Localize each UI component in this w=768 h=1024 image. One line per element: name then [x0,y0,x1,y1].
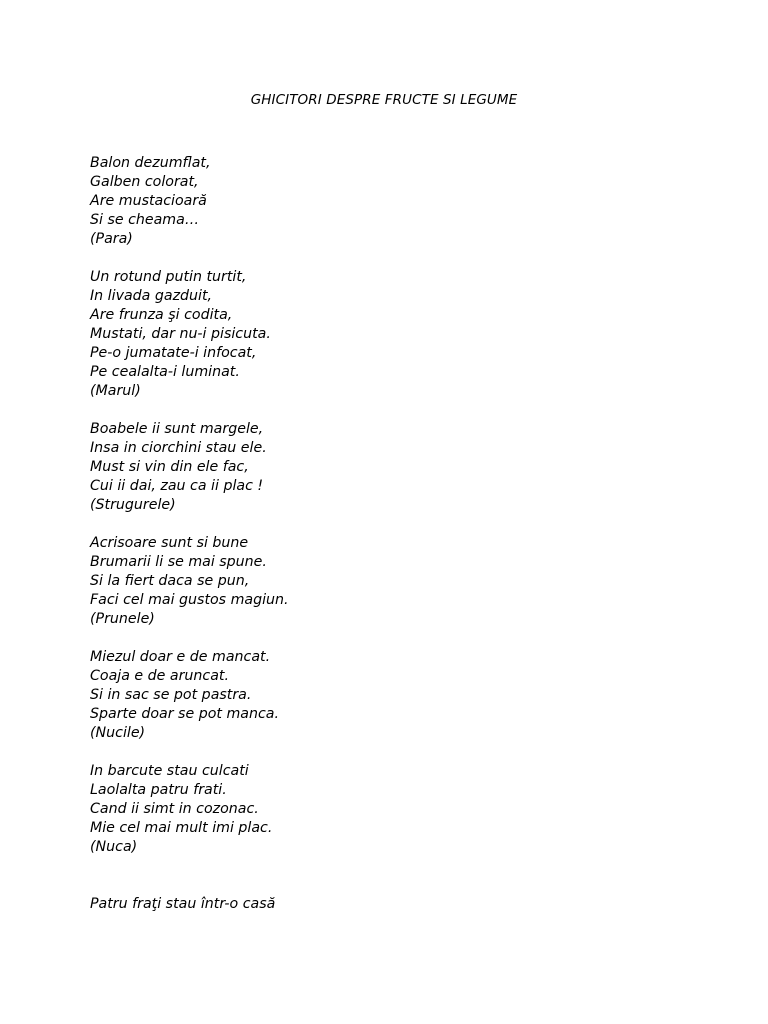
riddle-line: Un rotund putin turtit, [90,269,247,285]
riddle-line: Insa in ciorchini stau ele. [90,440,267,456]
riddle-line: Pe cealalta-i luminat. [90,364,240,380]
riddle-nucile [90,648,710,743]
riddle-line: Miezul doar e de mancat. [90,649,271,665]
riddle-line: Mustati, dar nu-i pisicuta. [90,326,271,342]
riddle-line: Si in sac se pot pastra. [90,687,252,703]
riddle-line: Galben colorat, [90,174,199,190]
riddle-line: Faci cel mai gustos magiun. [90,592,289,608]
riddle-line: In barcute stau culcati [90,763,249,779]
riddle-partial [90,895,710,914]
riddle-line: Mie cel mai mult imi plac. [90,820,273,836]
riddle-line: Must si vin din ele fac, [90,459,249,475]
riddle-nuca [90,762,710,857]
riddle-line: Pe-o jumatate-i infocat, [90,345,257,361]
riddle-strugurele [90,420,710,515]
riddle-line: Patru fraţi stau într-o casă [90,896,276,912]
riddle-line: Brumarii li se mai spune. [90,554,267,570]
riddle-line: Acrisoare sunt si bune [90,535,249,551]
riddle-line: Cui ii dai, zau ca ii plac ! [90,478,264,494]
riddle-answer: (Prunele) [90,611,155,627]
riddle-line: Si la fiert daca se pun, [90,573,250,589]
riddle-para [90,154,710,249]
riddle-line: Cand ii simt in cozonac. [90,801,259,817]
riddle-prunele [90,534,710,629]
riddle-line: Laolalta patru frati. [90,782,227,798]
riddle-line: Si se cheama… [90,212,200,228]
riddle-line: Coaja e de aruncat. [90,668,229,684]
riddle-line: Sparte doar se pot manca. [90,706,279,722]
riddle-answer: (Strugurele) [90,497,176,513]
riddle-answer: (Nucile) [90,725,146,741]
riddle-line: Are frunza şi codita, [90,307,233,323]
riddle-marul [90,268,710,401]
riddle-line: Balon dezumflat, [90,155,211,171]
riddle-answer: (Nuca) [90,839,138,855]
riddle-line: In livada gazduit, [90,288,213,304]
document-title: GHICITORI DESPRE FRUCTE SI LEGUME [250,92,518,108]
riddle-answer: (Marul) [90,383,141,399]
riddle-list [90,154,710,933]
riddle-line: Boabele ii sunt margele, [90,421,264,437]
riddle-answer: (Para) [90,231,133,247]
riddle-line: Are mustacioară [90,193,207,209]
